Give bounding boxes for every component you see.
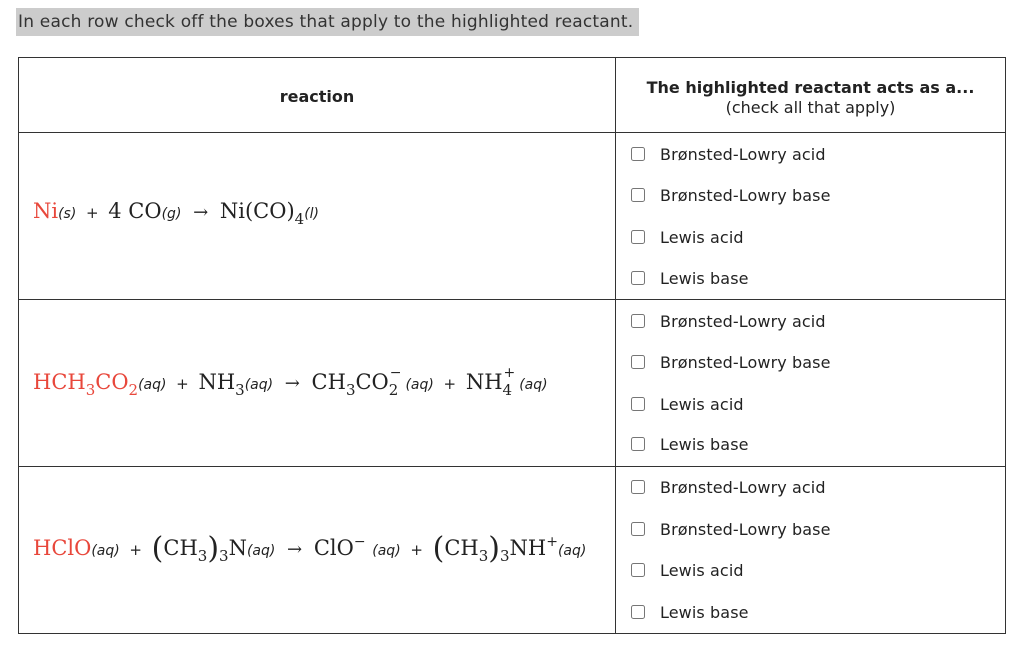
checkbox[interactable] (631, 355, 645, 369)
option-label: Lewis acid (660, 394, 744, 414)
reaction-arrow: → (193, 202, 209, 223)
header-reaction: reaction (279, 87, 355, 106)
row-divider (19, 466, 1005, 467)
option-label: Brønsted-Lowry acid (660, 144, 826, 164)
species: (CO) (244, 199, 295, 223)
state: (l) (304, 206, 320, 222)
plus: + (443, 375, 457, 393)
open-paren: ( (151, 531, 164, 566)
species: HCH (33, 370, 86, 394)
option-label: Lewis base (660, 268, 749, 288)
subscript: 4 (294, 210, 305, 228)
highlighted-reactant: Ni (33, 199, 59, 223)
species: 4 CO (108, 199, 162, 223)
highlighted-reactant (33, 370, 139, 399)
checkbox[interactable] (631, 230, 645, 244)
header-role (616, 78, 1005, 118)
subscript: 2 (388, 381, 399, 399)
plus: + (86, 204, 99, 222)
checkbox[interactable] (631, 480, 645, 494)
option-lewis-base[interactable] (627, 433, 749, 455)
state: (g) (161, 206, 182, 222)
charge-stack (388, 365, 402, 399)
plus: + (129, 541, 142, 559)
option-label: Lewis acid (660, 560, 744, 580)
subscript: 3 (219, 547, 229, 565)
row-divider (19, 132, 1005, 133)
state: (aq) (405, 377, 434, 393)
subscript: 3 (478, 547, 489, 565)
superscript: − (389, 365, 402, 381)
subscript: 3 (499, 547, 510, 565)
option-label: Lewis acid (660, 227, 744, 247)
species: N (228, 536, 247, 560)
state: (aq) (557, 543, 587, 559)
plus: + (176, 375, 189, 393)
superscript: − (353, 534, 366, 550)
close-paren: ) (207, 531, 220, 566)
state: (aq) (246, 543, 276, 559)
option-label: Brønsted-Lowry base (660, 352, 831, 372)
species: CO (355, 370, 389, 394)
option-lewis-acid[interactable] (627, 226, 744, 248)
species: ClO (313, 536, 354, 560)
state: (s) (58, 206, 77, 222)
option-lewis-acid[interactable] (627, 393, 744, 415)
subscript: 3 (235, 381, 245, 399)
subscript: 3 (85, 381, 96, 399)
checkbox[interactable] (631, 271, 645, 285)
superscript: + (503, 365, 516, 381)
equation-row-2 (33, 365, 548, 399)
option-label: Brønsted-Lowry acid (660, 311, 826, 331)
reaction-table (18, 57, 1006, 634)
reaction-arrow: → (287, 539, 303, 560)
species: NH (198, 370, 236, 394)
equation-row-3 (33, 531, 587, 566)
option-bronsted-acid[interactable] (627, 476, 826, 498)
reaction-arrow: → (284, 373, 300, 394)
option-lewis-acid[interactable] (627, 559, 744, 581)
species: NH (509, 536, 547, 560)
option-bronsted-base[interactable] (627, 184, 831, 206)
state: (aq) (519, 377, 548, 393)
checkbox[interactable] (631, 314, 645, 328)
state: (aq) (91, 543, 120, 559)
option-label: Lewis base (660, 434, 749, 454)
checkbox[interactable] (631, 397, 645, 411)
column-divider (615, 58, 616, 633)
header-role-title: The highlighted reactant acts as a... (646, 78, 975, 97)
state: (aq) (138, 377, 167, 393)
checkbox[interactable] (631, 605, 645, 619)
option-lewis-base[interactable] (627, 601, 749, 623)
option-lewis-base[interactable] (627, 267, 749, 289)
subscript: 2 (128, 381, 139, 399)
checkbox[interactable] (631, 522, 645, 536)
state: (aq) (244, 377, 274, 393)
equation-row-1 (33, 199, 320, 228)
option-label: Lewis base (660, 602, 749, 622)
species: CH (444, 536, 479, 560)
checkbox[interactable] (631, 147, 645, 161)
charge-stack (502, 365, 516, 399)
option-label: Brønsted-Lowry base (660, 185, 831, 205)
species: CO (95, 370, 129, 394)
option-bronsted-base[interactable] (627, 518, 831, 540)
option-label: Brønsted-Lowry acid (660, 477, 826, 497)
option-label: Brønsted-Lowry base (660, 519, 831, 539)
option-bronsted-acid[interactable] (627, 310, 826, 332)
checkbox[interactable] (631, 188, 645, 202)
close-paren: ) (488, 531, 500, 566)
species: CH (311, 370, 346, 394)
superscript: + (546, 534, 558, 550)
option-bronsted-base[interactable] (627, 351, 831, 373)
instructions: In each row check off the boxes that apply to the highlighted reactant. (16, 8, 639, 36)
plus: + (410, 541, 423, 559)
option-bronsted-acid[interactable] (627, 143, 826, 165)
header-role-subtitle: (check all that apply) (725, 98, 896, 117)
subscript: 3 (197, 547, 208, 565)
highlighted-reactant: HClO (33, 536, 92, 560)
species: NH (465, 370, 503, 394)
subscript: 4 (502, 381, 513, 399)
row-divider (19, 299, 1005, 300)
species: Ni (219, 199, 245, 223)
subscript: 3 (345, 381, 356, 399)
state: (aq) (372, 543, 401, 559)
species: CH (163, 536, 198, 560)
checkbox[interactable] (631, 437, 645, 451)
open-paren: ( (432, 531, 445, 566)
checkbox[interactable] (631, 563, 645, 577)
